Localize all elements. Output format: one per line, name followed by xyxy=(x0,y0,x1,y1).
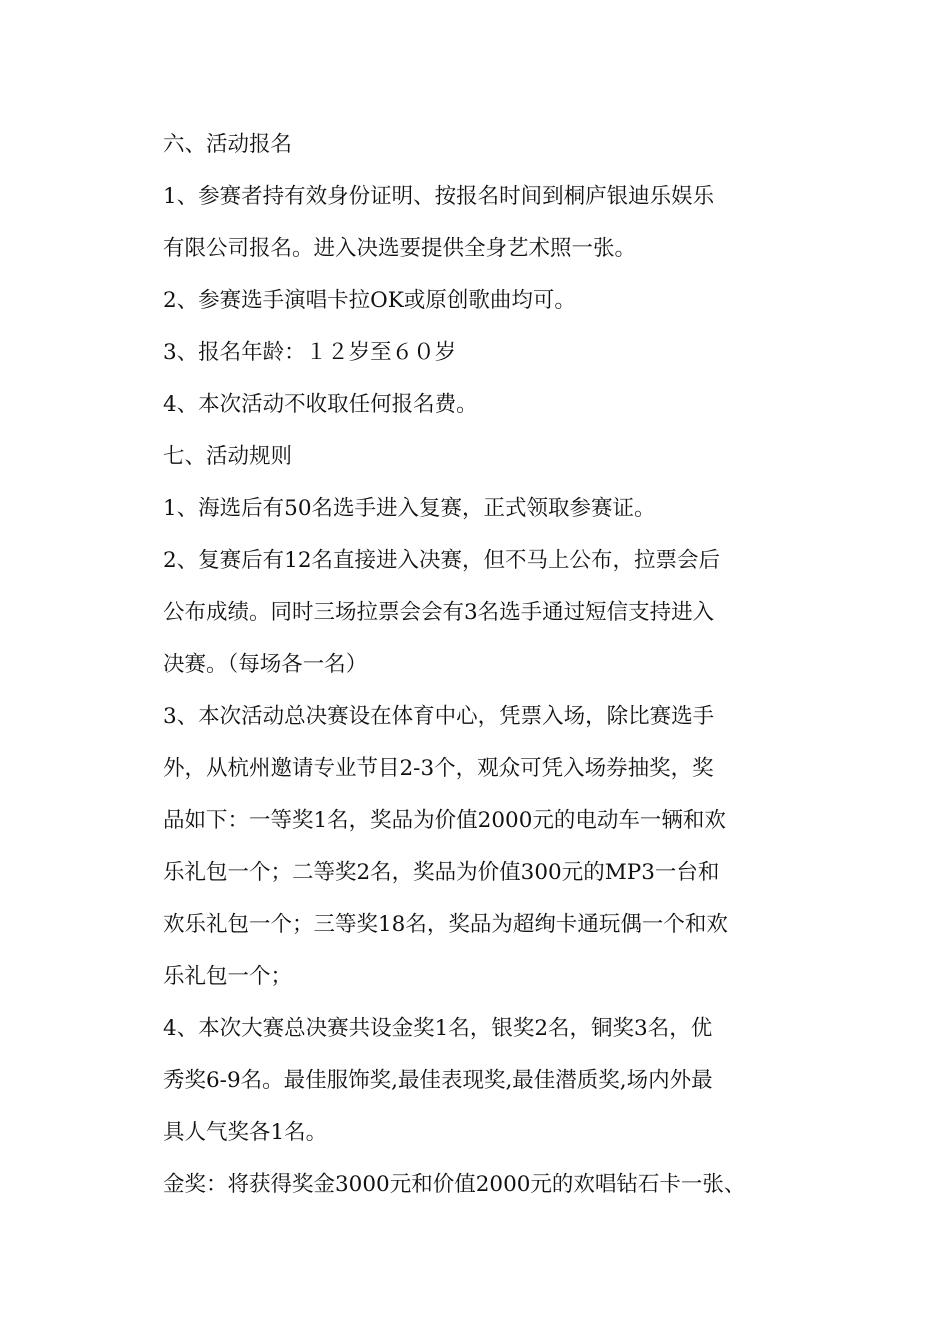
paragraph-line: 外，从杭州邀请专业节目2-3个，观众可凭入场券抽奖，奖 xyxy=(163,756,714,781)
paragraph-line: 公布成绩。同时三场拉票会会有3名选手通过短信支持进入 xyxy=(163,600,715,625)
paragraph-line: 具人气奖各1名。 xyxy=(163,1120,328,1145)
paragraph-line: 3、报名年龄：１２岁至６０岁 xyxy=(163,340,457,365)
paragraph-line: 乐礼包一个；二等奖2名，奖品为价值300元的MP3一台和 xyxy=(163,860,720,885)
paragraph-line: 4、本次大赛总决赛共设金奖1名，银奖2名，铜奖3名，优 xyxy=(163,1016,713,1041)
paragraph-line: 欢乐礼包一个；三等奖18名，奖品为超绚卡通玩偶一个和欢 xyxy=(163,912,728,937)
paragraph-line: 乐礼包一个； xyxy=(163,964,293,989)
paragraph-line: 2、参赛选手演唱卡拉OK或原创歌曲均可。 xyxy=(163,288,576,313)
paragraph-line: 1、参赛者持有效身份证明、按报名时间到桐庐银迪乐娱乐 xyxy=(163,184,715,209)
paragraph-line: 决赛。（每场各一名） xyxy=(163,652,368,677)
section-heading-registration: 六、活动报名 xyxy=(163,132,293,157)
paragraph-line: 金奖：将获得奖金3000元和价值2000元的欢唱钻石卡一张、 xyxy=(163,1172,746,1197)
paragraph-line: 品如下：一等奖1名，奖品为价值2000元的电动车一辆和欢 xyxy=(163,808,726,833)
paragraph-line: 秀奖6-9名。最佳服饰奖,最佳表现奖,最佳潜质奖,场内外最 xyxy=(163,1068,713,1093)
section-heading-rules: 七、活动规则 xyxy=(163,444,293,469)
paragraph-line: 1、海选后有50名选手进入复赛，正式领取参赛证。 xyxy=(163,496,656,521)
paragraph-line: 4、本次活动不收取任何报名费。 xyxy=(163,392,478,417)
document-body xyxy=(163,119,803,1211)
paragraph-line: 2、复赛后有12名直接进入决赛，但不马上公布，拉票会后 xyxy=(163,548,721,573)
paragraph-line: 3、本次活动总决赛设在体育中心，凭票入场，除比赛选手 xyxy=(163,704,715,729)
paragraph-line: 有限公司报名。进入决选要提供全身艺术照一张。 xyxy=(163,236,637,261)
